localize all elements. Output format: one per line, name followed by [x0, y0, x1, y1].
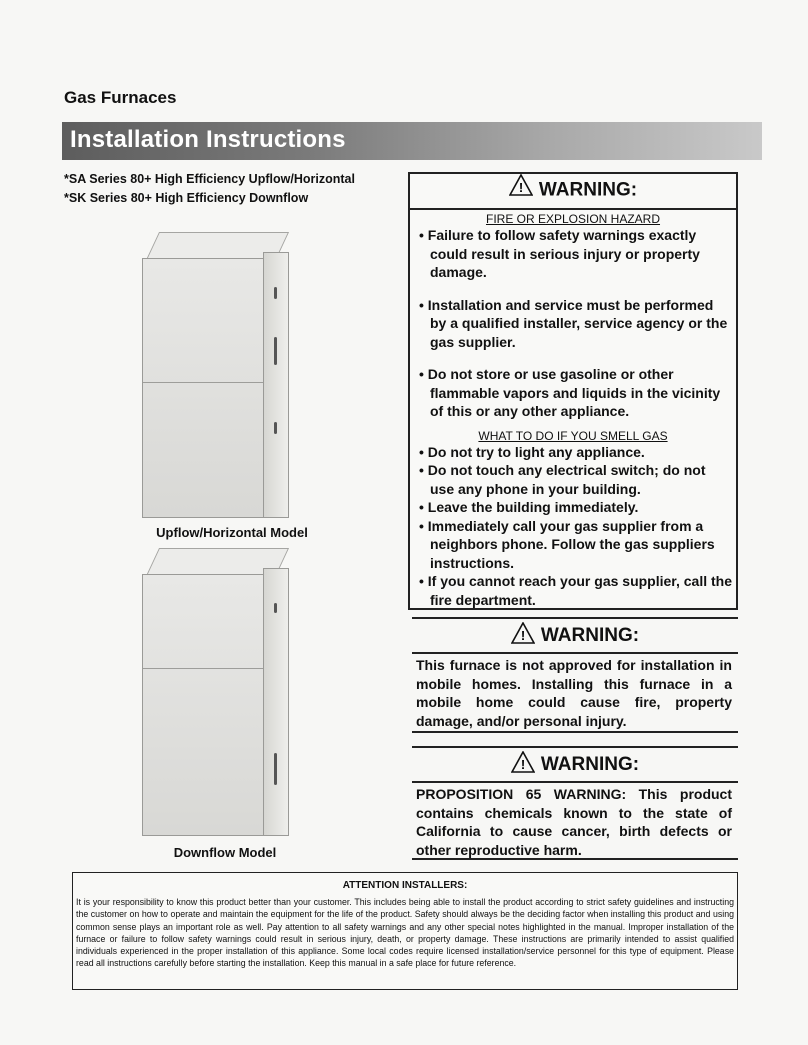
warning2-top-rule — [412, 617, 738, 619]
svg-text:!: ! — [518, 180, 524, 195]
warning3-title: WARNING: — [540, 754, 640, 776]
upflow-caption: Upflow/Horizontal Model — [156, 525, 308, 540]
fire-hazard-subtitle: FIRE OR EXPLOSION HAZARD — [485, 212, 661, 226]
mobile-home-warning-text: This furnace is not approved for installation in mobile homes. Installing this furnace in a mobile home could cause fire, property damage, and/or personal injury. — [416, 657, 732, 729]
doc-title: Gas Furnaces — [64, 88, 177, 107]
proposition-65-warning-text: PROPOSITION 65 WARNING: This product contains chemicals known to the state of California to cause cancer, birth defects or other reproductive harm. — [416, 786, 732, 858]
warning2-header — [412, 622, 738, 650]
smell-gas-bullet: • Immediately call your gas supplier from a neighbors phone. Follow the gas suppliers instructions. — [419, 517, 715, 571]
warning-triangle-icon — [509, 174, 533, 207]
warning-triangle-icon — [511, 622, 535, 650]
warning-header — [410, 174, 736, 210]
warning2-title: WARNING: — [540, 625, 640, 647]
hazard-bullet: • Installation and service must be performed by a qualified installer, service agency or the gas supplier. — [419, 296, 728, 350]
upflow-furnace-image — [140, 232, 300, 522]
attention-title: ATTENTION INSTALLERS: — [342, 880, 468, 891]
warning2-bottom-rule — [412, 731, 738, 733]
series-line-1: *SA Series 80+ High Efficiency Upflow/Horizontal — [64, 172, 355, 186]
warning2-mid-rule — [412, 652, 738, 654]
smell-gas-bullet: • Leave the building immediately. — [419, 499, 639, 515]
attention-installers-box — [72, 872, 738, 990]
fire-hazard-warning-box — [408, 172, 738, 610]
smell-gas-bullet: • If you cannot reach your gas supplier, call the fire department. — [419, 573, 732, 608]
series-line-2: *SK Series 80+ High Efficiency Downflow — [64, 191, 309, 205]
smell-gas-bullet: • Do not touch any electrical switch; do not use any phone in your building. — [419, 462, 706, 497]
smell-gas-bullet: • Do not try to light any appliance. — [419, 443, 645, 460]
svg-text:!: ! — [520, 628, 526, 643]
smell-gas-subtitle: WHAT TO DO IF YOU SMELL GAS — [478, 428, 668, 443]
warning-title: WARNING: — [538, 179, 638, 201]
warning-triangle-icon — [511, 751, 535, 779]
warning3-header — [412, 751, 738, 779]
warning3-mid-rule — [412, 781, 738, 783]
banner-title: Installation Instructions — [70, 126, 346, 153]
title-banner — [62, 122, 762, 160]
warning3-bottom-rule — [412, 858, 738, 860]
hazard-bullet: • Do not store or use gasoline or other flammable vapors and liquids in the vicinity of this or any other appliance. — [419, 366, 721, 419]
hazard-bullet: • Failure to follow safety warnings exactly could result in serious injury or property damage. — [419, 227, 700, 280]
svg-text:!: ! — [520, 757, 526, 772]
warning3-top-rule — [412, 746, 738, 748]
attention-body: It is your responsibility to know this product better than your customer. This includes being able to install the product according to strict safety guidelines and instructing the customer on how to operate and maintain the equipment for the life of the product. Safety should always be the deciding factor when installing this product and using common sense plays an important role as well. Pay attention to all safety warnings and any other special notes highlighted in the manual. Improper installation of the furnace or failure to follow safety warnings could result in serious injury, death, or property damage. These instructions are primarily intended to assist qualified individuals experienced in the proper installation of this appliance. Some local codes require licensed installation/service personnel for this type of equipment. Please read all instructions carefully before starting the installation. Keep this manual in a safe place for future reference. — [76, 897, 734, 969]
downflow-furnace-image — [140, 548, 300, 840]
downflow-caption: Downflow Model — [173, 845, 277, 860]
